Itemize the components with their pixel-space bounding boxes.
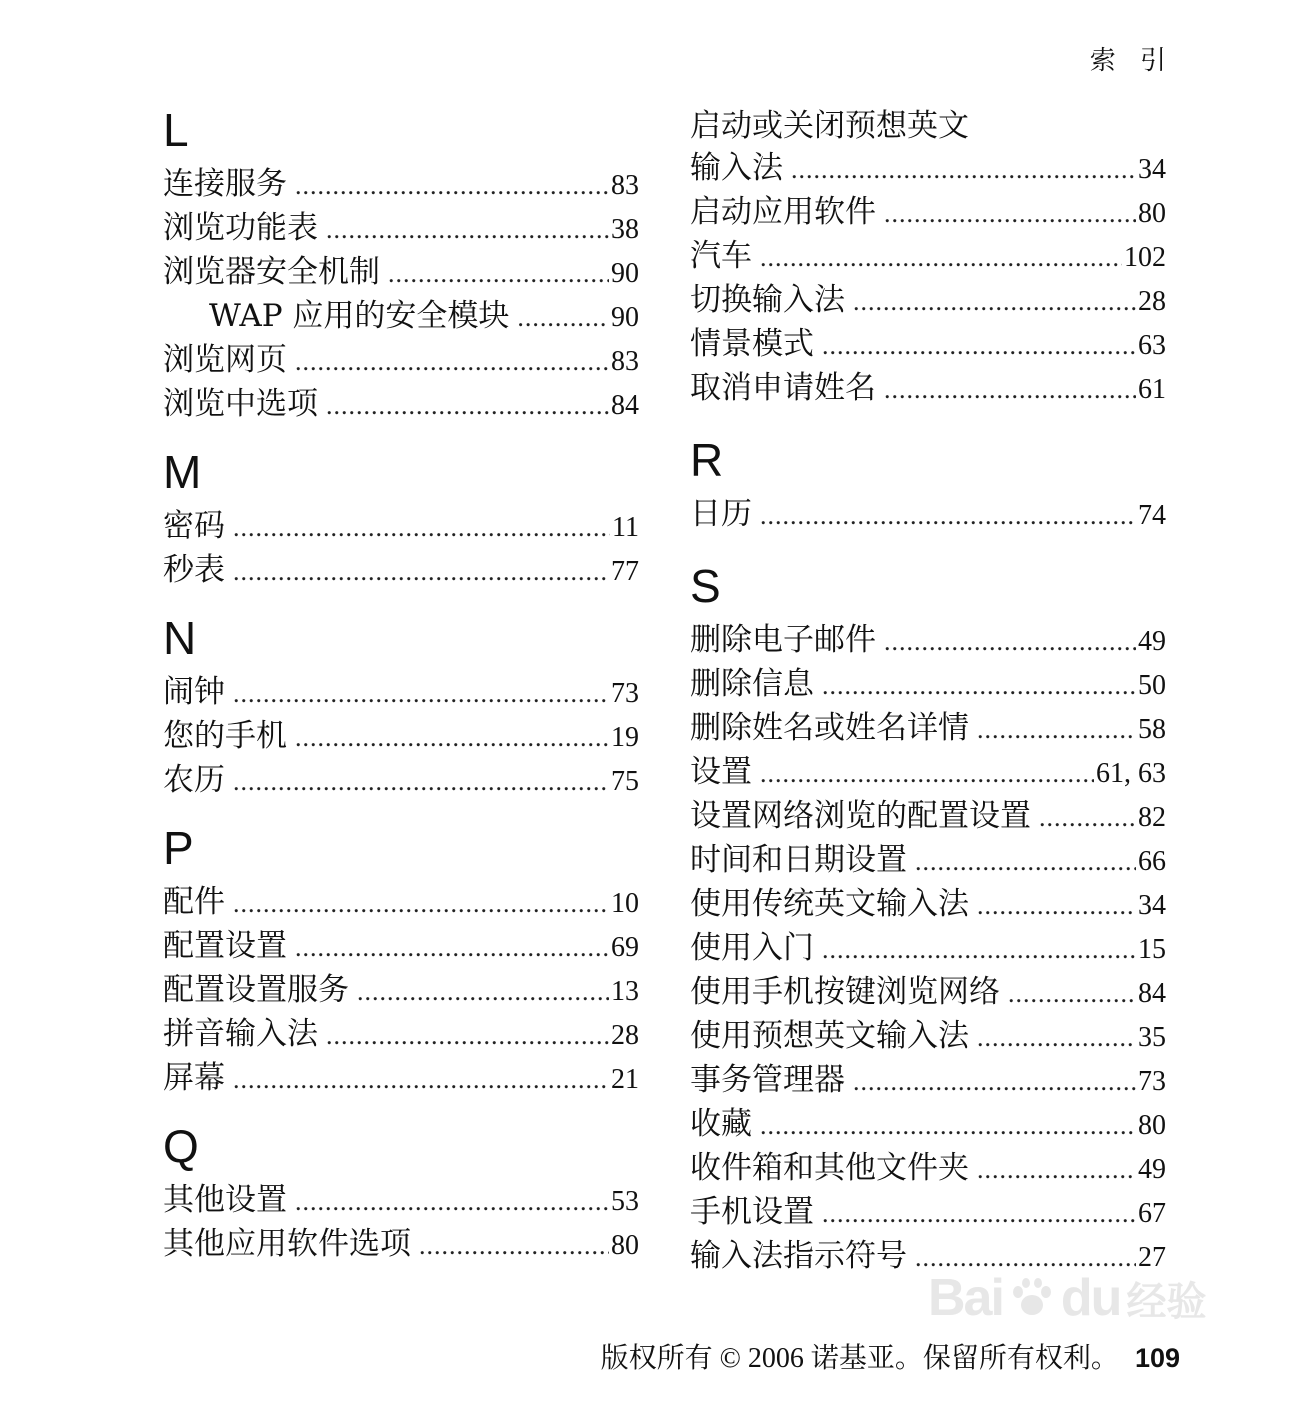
- entry-term: 汽车: [690, 238, 752, 274]
- entry-page: 66: [1138, 846, 1166, 877]
- entry-term: 删除姓名或姓名详情: [690, 710, 969, 746]
- entry-term: 浏览器安全机制: [163, 254, 380, 290]
- entry-page: 73: [611, 678, 639, 709]
- entry-term: 其他应用软件选项: [163, 1226, 411, 1262]
- dot-leader: [791, 148, 1136, 192]
- dot-leader: [884, 192, 1136, 236]
- section-letter-m: M: [163, 446, 202, 498]
- dot-leader: [295, 340, 609, 384]
- dot-leader: [822, 324, 1136, 368]
- dot-leader: [326, 384, 609, 428]
- dot-leader: [853, 1060, 1136, 1104]
- index-column-right: [690, 106, 1166, 1278]
- entry-term: 使用传统英文输入法: [690, 886, 969, 922]
- entry-term: 切换输入法: [690, 282, 845, 318]
- entry-term: 密码: [163, 508, 225, 544]
- copyright-text: 版权所有 © 2006 诺基亚。保留所有权利。: [600, 1343, 1119, 1374]
- entry-term: 删除电子邮件: [690, 622, 876, 658]
- entry-page: 74: [1138, 500, 1166, 531]
- index-entry: [690, 838, 1166, 882]
- entry-term: 收件箱和其他文件夹: [690, 1150, 969, 1186]
- dot-leader: [977, 1148, 1136, 1192]
- dot-leader: [884, 368, 1136, 412]
- index-entry: [690, 706, 1166, 750]
- entry-term: 浏览中选项: [163, 386, 318, 422]
- index-entry: [690, 366, 1166, 410]
- index-entry: [163, 1222, 639, 1266]
- entry-term: 农历: [163, 762, 225, 798]
- index-entry: [690, 1146, 1166, 1190]
- entry-page: 28: [1138, 286, 1166, 317]
- dot-leader: [977, 708, 1136, 752]
- index-entry: [690, 492, 1166, 536]
- index-entry: [690, 278, 1166, 322]
- entry-term: 启动应用软件: [690, 194, 876, 230]
- entry-term: 手机设置: [690, 1194, 814, 1230]
- entry-page: 84: [1138, 978, 1166, 1009]
- dot-leader: [295, 926, 609, 970]
- entry-page: 10: [611, 888, 639, 919]
- dot-leader: [760, 1104, 1136, 1148]
- index-entry: [163, 250, 639, 294]
- dot-leader: [233, 672, 609, 716]
- index-entry: [690, 234, 1166, 278]
- entry-page: 28: [611, 1020, 639, 1051]
- entry-term: 事务管理器: [690, 1062, 845, 1098]
- entry-page: 38: [611, 214, 639, 245]
- entry-term: 浏览功能表: [163, 210, 318, 246]
- section-letter-n: N: [163, 612, 197, 664]
- section-letter-r: R: [690, 434, 724, 486]
- section-letter-p: P: [163, 822, 194, 874]
- dot-leader: [760, 752, 1094, 796]
- entry-page: 27: [1138, 1242, 1166, 1273]
- section-letter-q: Q: [163, 1120, 199, 1172]
- index-entry: [163, 714, 639, 758]
- page-footer: [601, 1336, 1180, 1376]
- index-entry: [163, 1178, 639, 1222]
- dot-leader: [517, 296, 609, 340]
- entry-term: 取消申请姓名: [690, 370, 876, 406]
- entry-term: 屏幕: [163, 1060, 225, 1096]
- index-entry: [690, 190, 1166, 234]
- watermark-text: Bai: [928, 1269, 1003, 1327]
- index-entry: [690, 794, 1166, 838]
- entry-term: 启动或关闭预想英文: [690, 108, 969, 144]
- entry-page: 61: [1138, 374, 1166, 405]
- entry-page: 69: [611, 932, 639, 963]
- dot-leader: [326, 1014, 609, 1058]
- entry-term: 时间和日期设置: [690, 842, 907, 878]
- dot-leader: [233, 1058, 609, 1102]
- entry-page: 15: [1138, 934, 1166, 965]
- entry-page: 83: [611, 170, 639, 201]
- entry-page: 58: [1138, 714, 1166, 745]
- entry-term: 情景模式: [690, 326, 814, 362]
- index-entry: [163, 382, 639, 426]
- index-entry: [163, 1012, 639, 1056]
- entry-term: 连接服务: [163, 166, 287, 202]
- dot-leader: [357, 970, 609, 1014]
- entry-term: 浏览网页: [163, 342, 287, 378]
- dot-leader: [822, 1192, 1136, 1236]
- entry-page: 61, 63: [1096, 758, 1166, 789]
- section-letter-l: L: [163, 104, 189, 156]
- index-entry: [690, 1058, 1166, 1102]
- entry-page: 80: [1138, 198, 1166, 229]
- dot-leader: [822, 664, 1136, 708]
- index-entry: [163, 758, 639, 802]
- dot-leader: [760, 494, 1136, 538]
- index-entry: [163, 338, 639, 382]
- dot-leader: [853, 280, 1136, 324]
- baidu-watermark: [928, 1258, 1228, 1338]
- entry-term: 使用手机按键浏览网络: [690, 974, 1000, 1010]
- entry-page: 84: [611, 390, 639, 421]
- dot-leader: [419, 1224, 609, 1268]
- index-entry: [690, 1102, 1166, 1146]
- entry-page: 80: [611, 1230, 639, 1261]
- dot-leader: [977, 1016, 1136, 1060]
- watermark-text-2: du: [1060, 1269, 1121, 1327]
- index-entry-line1: [690, 106, 1166, 146]
- entry-page: 82: [1138, 802, 1166, 833]
- dot-leader: [884, 620, 1136, 664]
- paw-icon: [1009, 1275, 1055, 1321]
- index-entry: [163, 880, 639, 924]
- entry-page: 50: [1138, 670, 1166, 701]
- dot-leader: [388, 252, 609, 296]
- index-column-left: [163, 98, 639, 1266]
- index-entry: [163, 670, 639, 714]
- entry-page: 11: [612, 512, 639, 543]
- entry-page: 73: [1138, 1066, 1166, 1097]
- dot-leader: [822, 928, 1136, 972]
- entry-term: 闹钟: [163, 674, 225, 710]
- entry-term: 配件: [163, 884, 225, 920]
- entry-page: 80: [1138, 1110, 1166, 1141]
- entry-term: 删除信息: [690, 666, 814, 702]
- entry-page: 13: [611, 976, 639, 1007]
- entry-page: 49: [1138, 626, 1166, 657]
- section-letter-s: S: [690, 560, 721, 612]
- dot-leader: [233, 550, 609, 594]
- entry-page: 21: [611, 1064, 639, 1095]
- entry-term: 设置: [690, 754, 752, 790]
- entry-page: 63: [1138, 330, 1166, 361]
- page-number: 109: [1134, 1343, 1180, 1373]
- entry-term: 配置设置: [163, 928, 287, 964]
- entry-term: 配置设置服务: [163, 972, 349, 1008]
- index-entry: [690, 1190, 1166, 1234]
- entry-term: 其他设置: [163, 1182, 287, 1218]
- dot-leader: [977, 884, 1136, 928]
- index-entry: [690, 882, 1166, 926]
- entry-term: 设置网络浏览的配置设置: [690, 798, 1031, 834]
- index-entry: [690, 662, 1166, 706]
- index-subentry: [163, 294, 639, 338]
- index-entry: [690, 750, 1166, 794]
- entry-page: 34: [1138, 154, 1166, 185]
- index-entry: [690, 970, 1166, 1014]
- dot-leader: [915, 840, 1136, 884]
- entry-term: 使用预想英文输入法: [690, 1018, 969, 1054]
- entry-page: 90: [611, 258, 639, 289]
- index-entry: [690, 926, 1166, 970]
- dot-leader: [1008, 972, 1136, 1016]
- dot-leader: [233, 760, 609, 804]
- entry-page: 75: [611, 766, 639, 797]
- index-entry: [163, 504, 639, 548]
- entry-term: 秒表: [163, 552, 225, 588]
- dot-leader: [326, 208, 609, 252]
- entry-term: 输入法: [690, 150, 783, 186]
- dot-leader: [1039, 796, 1136, 840]
- index-entry: [163, 1056, 639, 1100]
- index-entry: [690, 146, 1166, 190]
- entry-page: 35: [1138, 1022, 1166, 1053]
- entry-page: 83: [611, 346, 639, 377]
- entry-page: 34: [1138, 890, 1166, 921]
- entry-term: 收藏: [690, 1106, 752, 1142]
- entry-term: 日历: [690, 496, 752, 532]
- dot-leader: [760, 236, 1122, 280]
- watermark-suffix: 经验: [1126, 1278, 1207, 1325]
- dot-leader: [295, 716, 609, 760]
- entry-term: 您的手机: [163, 718, 287, 754]
- entry-page: 90: [611, 302, 639, 333]
- entry-term: WAP 应用的安全模块: [209, 298, 510, 334]
- entry-term: 输入法指示符号: [690, 1238, 907, 1274]
- entry-page: 19: [611, 722, 639, 753]
- entry-term: 拼音输入法: [163, 1016, 318, 1052]
- index-entry: [163, 548, 639, 592]
- entry-page: 67: [1138, 1198, 1166, 1229]
- index-entry: [163, 162, 639, 206]
- entry-page: 77: [611, 556, 639, 587]
- entry-term: 使用入门: [690, 930, 814, 966]
- entry-page: 53: [611, 1186, 639, 1217]
- index-entry: [690, 1014, 1166, 1058]
- dot-leader: [295, 164, 609, 208]
- index-entry: [163, 924, 639, 968]
- index-entry: [163, 206, 639, 250]
- dot-leader: [233, 882, 609, 926]
- dot-leader: [233, 506, 610, 550]
- dot-leader: [295, 1180, 609, 1224]
- running-header: 索 引: [1089, 46, 1174, 76]
- index-entry: [163, 968, 639, 1012]
- index-entry: [690, 322, 1166, 366]
- entry-page: 102: [1124, 242, 1166, 273]
- index-entry: [690, 618, 1166, 662]
- entry-page: 49: [1138, 1154, 1166, 1185]
